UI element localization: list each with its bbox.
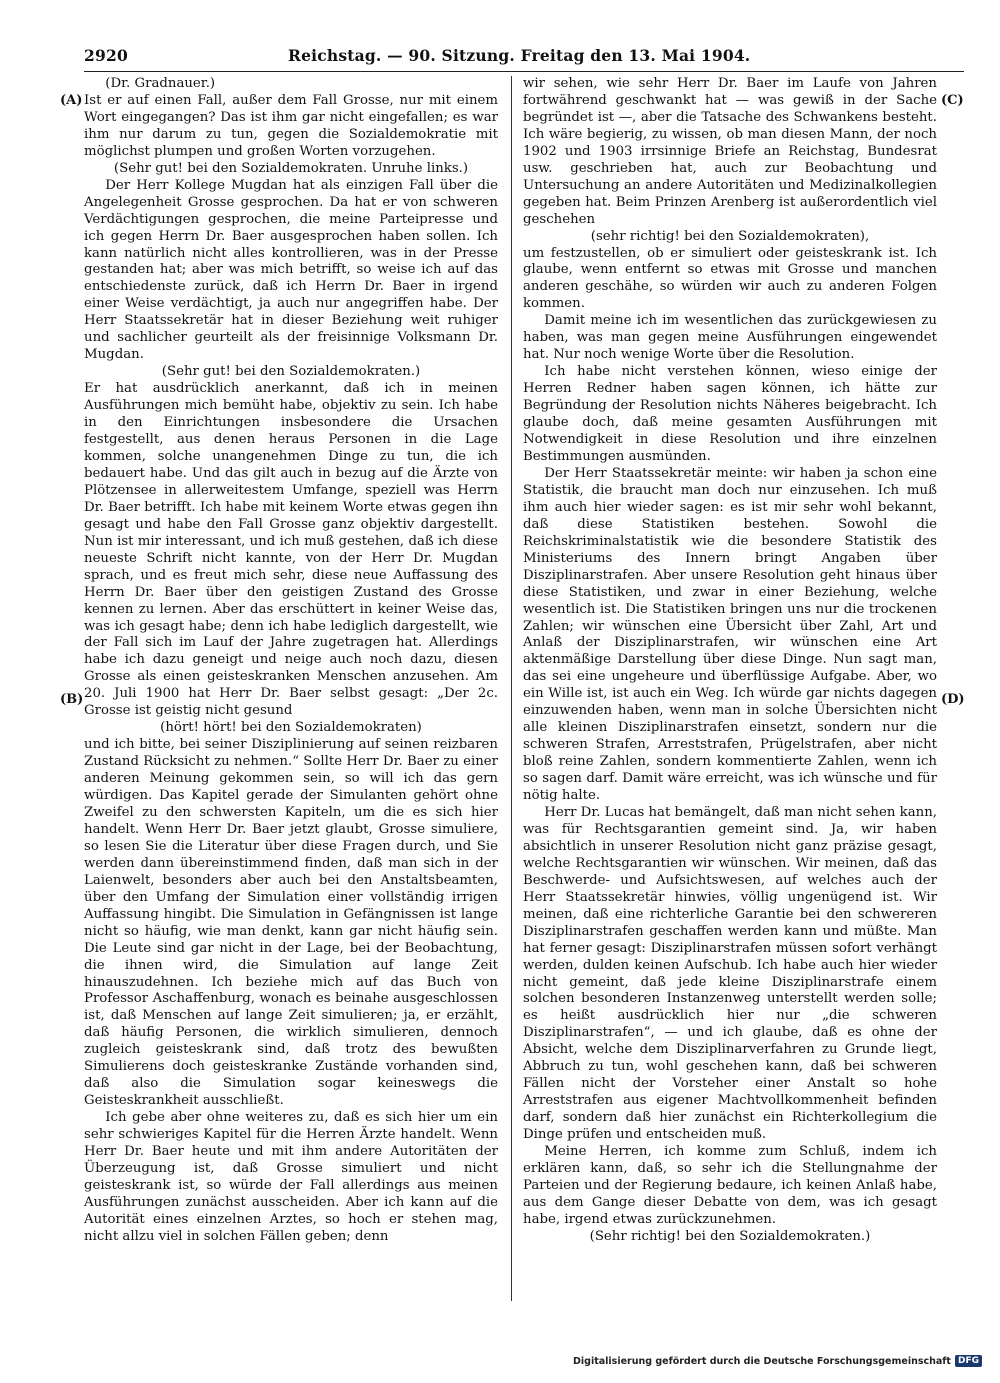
interjection: (Sehr gut! bei den Sozialdemokraten. Unruhe links.) bbox=[113, 160, 469, 176]
dfg-logo-icon: DFG bbox=[955, 1355, 982, 1367]
interjection: (Sehr gut! bei den Sozialdemokraten.) bbox=[161, 364, 421, 380]
interjection: (hört! hört! bei den Sozialdemokraten) bbox=[160, 720, 422, 736]
paragraph: Meine Herren, ich komme zum Schluß, indem ich erklären kann, daß, so sehr ich die Stellungnahme der Parteien und der Regierung bedaure, ich keinen Anlaß habe, aus dem Gange dieser Debatte von dem, was ich gesagt habe, irgend etwas zurückzunehmen. bbox=[523, 1144, 937, 1227]
margin-marker-b: (B) bbox=[60, 692, 84, 707]
paragraph: Ich gebe aber ohne weiteres zu, daß es sich hier um ein sehr schwieriges Kapitel für die Herren Ärzte handelt. Wenn Herr Dr. Baer heute und mit ihm andere Autoritäten der Überzeugung ist, daß Grosse simuliert und nicht geisteskrank ist, so würde der Fall allerdings aus meinen Ausführungen zunächst ausscheiden. Aber ich kann auf die Autorität eines einzelnen Arztes, so hoch er stehen mag, nicht allzu viel in solchen Fällen geben; denn bbox=[84, 1110, 498, 1244]
margin-marker-a: (A) bbox=[60, 93, 83, 108]
paragraph: Herr Dr. Lucas hat bemängelt, daß man nicht sehen kann, was für Rechtsgarantien gemeint sind. Ja, wir haben absichtlich in unserer Resolution nicht ganz präzise gesagt, welche Rechtsgarantien wir wünschen. Wir meinen, daß das Beschwerde- und Aufsichtswesen, auf welches auch der Herr Staatssekretär hinwies, völlig ungenügend ist. Wir meinen, daß eine richterliche Garantie bei den schwereren Disziplinarstrafen geschaffen werden kann und müßte. Man hat ferner gesagt: Disziplinarstrafen müssen sofort verhängt werden, dulden keinen Aufschub. Ich habe auch hier wieder nicht gemeint, daß jede kleine Disziplinarstrafe einem solchen besonderen Instanzenweg unterstellt werden solle; es heißt ausdrücklich hier nur „die schweren Disziplinarstrafen“, — und ich glaube, daß es ohne der Absicht, welche dem Disziplinarverfahren zu Grunde liegt, Abbruch zu tun, wohl geschehen kann, daß bei schweren Fällen nicht der Vorsteher einer Anstalt so hohe Arreststrafen aus eigener Machtvollkommenheit befinden darf, sondern daß hier zunächst ein Richterkollegium die Dinge prüfen und entscheiden muß. bbox=[523, 804, 937, 1143]
page-header bbox=[84, 46, 964, 68]
paragraph: und ich bitte, bei seiner Disziplinierung auf seinen reizbaren Zustand Rücksicht zu nehmen.“ Sollte Herr Dr. Baer zu einer anderen Meinung gekommen sein, so will ich das gern würdigen. Das Kapitel gerade der Simulanten gehört ohne Zweifel zu den schwersten Kapiteln, um die es sich hier handelt. Wenn Herr Dr. Baer jetzt glaubt, Grosse simuliere, so lesen Sie die Literatur über diese Fragen durch, und Sie werden dann übereinstimmend finden, daß man sich in der Laienwelt, besonders aber auch bei den Anstaltsbeamten, über den Umfang der Simulation einer vollständig irrigen Auffassung hingibt. Die Simulation in Gefängnissen ist lange nicht so häufig, wie man denkt, kann gar nicht häufig sein. Die Leute sind gar nicht in der Lage, bei der Beobachtung, die ihnen wird, die Simulation auf lange Zeit hinauszudehnen. Ich beziehe mich auf das Buch von Professor Aschaffenburg, wonach es beinahe ausgeschlossen ist, daß Menschen auf lange Zeit simulieren; ja, er erzählt, daß häufig Personen, die wirklich simulieren, dennoch zugleich geisteskrank sind, daß trotz des bewußten Simulierens doch geisteskranke Zustände vorhanden sind, daß also die Simulation sogar keineswegs die Geisteskrankheit ausschließt. bbox=[84, 737, 498, 1109]
paragraph: Er hat ausdrücklich anerkannt, daß ich in meinen Ausführungen mich bemüht habe, objektiv zu sein. Ich habe in den Einrichtungen insbesondere die Ursachen festgestellt, aus denen heraus Personen in die Lage kommen, solche unangenehmen Dinge zu tun, die ich bedauert habe. Und das gilt auch in bezug auf die Ärzte von Plötzensee in allerweitestem Umfange, speziell was Herrn Dr. Baer betrifft. Ich habe mit keinem Worte etwas gegen ihn gesagt und habe den Fall Grosse ganz objektiv dargestellt. Nun ist mir interessant, und ich muß gestehen, daß ich diese neueste Schrift nicht kannte, von der Herr Dr. Mugdan sprach, und es freut mich sehr, diese neue Auffassung des Herrn Dr. Baer über den geistigen Zustand des Grosse kennen zu lernen. Aber das erschüttert in keiner Weise das, was ich gesagt habe; denn ich habe lediglich dargestellt, wie der Fall sich im Lauf der Jahre zugetragen hat. Allerdings habe ich dazu geneigt und neige auch noch dazu, diesen Grosse als einen geisteskranken Menschen anzusehen. Am 20. Juli 1900 hat Herr Dr. Baer selbst gesagt: „Der 2c. Grosse ist geistig nicht gesund bbox=[84, 381, 498, 719]
footer-credit bbox=[573, 1355, 982, 1367]
running-title: Reichstag. — 90. Sitzung. Freitag den 13. Mai 1904. bbox=[288, 46, 751, 65]
paragraph: Der Herr Staatssekretär meinte: wir haben ja schon eine Statistik, die braucht man doch nur einzusehen. Ich muß ihm auch hier wieder sagen: es ist mir sehr wohl bekannt, daß diese Statistiken bestehen. Sowohl die Reichskriminalstatistik wie die besondere Statistik des Ministeriums des Innern bringt Angaben über Disziplinarstrafen. Aber unsere Resolution geht hinaus über diese Statistiken, und zwar in einer Beziehung, welche wesentlich ist. Die Statistiken bringen uns nur die trockenen Zahlen; wir wünschen eine Übersicht über Zahl, Art und Anlaß der Disziplinarstrafen, wir wünschen eine Art aktenmäßige Darstellung über diese Dinge. Nun sagt man, das sei eine ungeheure und überflüssige Aufgabe. Aber, wo ein Wille ist, ist auch ein Weg. Ich würde gar nichts dagegen einzuwenden haben, wenn man in solche Übersichten nicht alle kleinen Disziplinarstrafen einsetzt, sondern nur die schweren Strafen, Arreststrafen, Prügelstrafen, aber nicht bloß reine Zahlen, sondern kommentierte Zahlen, wenn ich so sagen darf. Damit wäre erreicht, was ich wünsche und für nötig halte. bbox=[523, 465, 937, 804]
paragraph: Ich habe nicht verstehen können, wieso einige der Herren Redner haben sagen können, ich hätte zur Begründung der Resolution nichts Näheres beigebracht. Ich glaube doch, daß meine gesamten Ausführungen mit Notwendigkeit in diese Resolution und ihre einzelnen Bestimmungen ausmünden. bbox=[523, 364, 937, 464]
margin-marker-d: (D) bbox=[941, 692, 965, 707]
right-column bbox=[523, 76, 937, 1246]
left-column bbox=[84, 76, 498, 1246]
footer-text: Digitalisierung gefördert durch die Deutsche Forschungsgemeinschaft bbox=[573, 1355, 951, 1367]
paragraph: wir sehen, wie sehr Herr Dr. Baer im Laufe von Jahren fortwährend geschwankt hat — was gewiß in der Sache begründet ist —, aber die Tatsache des Schwankens besteht. Ich wäre begierig, zu wissen, ob man diesen Mann, der noch 1902 und 1903 irrsinnige Briefe an Reichstag, Bundesrat usw. geschrieben hat, auch zur Beobachtung und Untersuchung an andere Autoritäten und Medizinalkollegien gegeben hat. Beim Prinzen Arenberg ist außerordentlich viel geschehen bbox=[523, 76, 937, 227]
paragraph: um festzustellen, ob er simuliert oder geisteskrank ist. Ich glaube, wenn entfernt so etwas mit Grosse und manchen anderen geschähe, so würden wir auch zu anderen Folgen kommen. bbox=[523, 245, 937, 312]
margin-marker-c: (C) bbox=[941, 93, 964, 108]
speaker-label: (Dr. Gradnauer.) bbox=[105, 76, 216, 91]
column-divider bbox=[511, 76, 512, 1301]
header-rule bbox=[84, 71, 964, 72]
page-number: 2920 bbox=[84, 46, 128, 65]
paragraph: Der Herr Kollege Mugdan hat als einzigen Fall über die Angelegenheit Grosse gesprochen. Da hat er von schweren Verdächtigungen gesprochen, die meine Parteipresse und ich gegen Herrn Dr. Baer ausgesprochen haben sollen. Ich kann natürlich nicht alles kontrollieren, was in der Presse gestanden hat; aber was mich betrifft, so weise ich auf das entschiedenste zurück, daß ich Herrn Dr. Baer in irgend einer Weise verdächtigt, ja auch nur angegriffen habe. Der Herr Staatssekretär hat in dieser Beziehung weit ruhiger und sachlicher geurteilt als der freisinnige Volksmann Dr. Mugdan. bbox=[84, 177, 498, 363]
interjection: (sehr richtig! bei den Sozialdemokraten), bbox=[590, 228, 870, 244]
interjection: (Sehr richtig! bei den Sozialdemokraten.) bbox=[589, 1228, 871, 1244]
paragraph: Ist er auf einen Fall, außer dem Fall Grosse, nur mit einem Wort eingegangen? Das ist ihm gar nicht eingefallen; es war ihm nur darum zu tun, gegen die Sozialdemokratie mit möglichst plumpen und großen Worten vorzugehen. bbox=[84, 92, 498, 159]
paragraph: Damit meine ich im wesentlichen das zurückgewiesen zu haben, was man gegen meine Ausführungen eingewendet hat. Nur noch wenige Worte über die Resolution. bbox=[523, 313, 937, 363]
